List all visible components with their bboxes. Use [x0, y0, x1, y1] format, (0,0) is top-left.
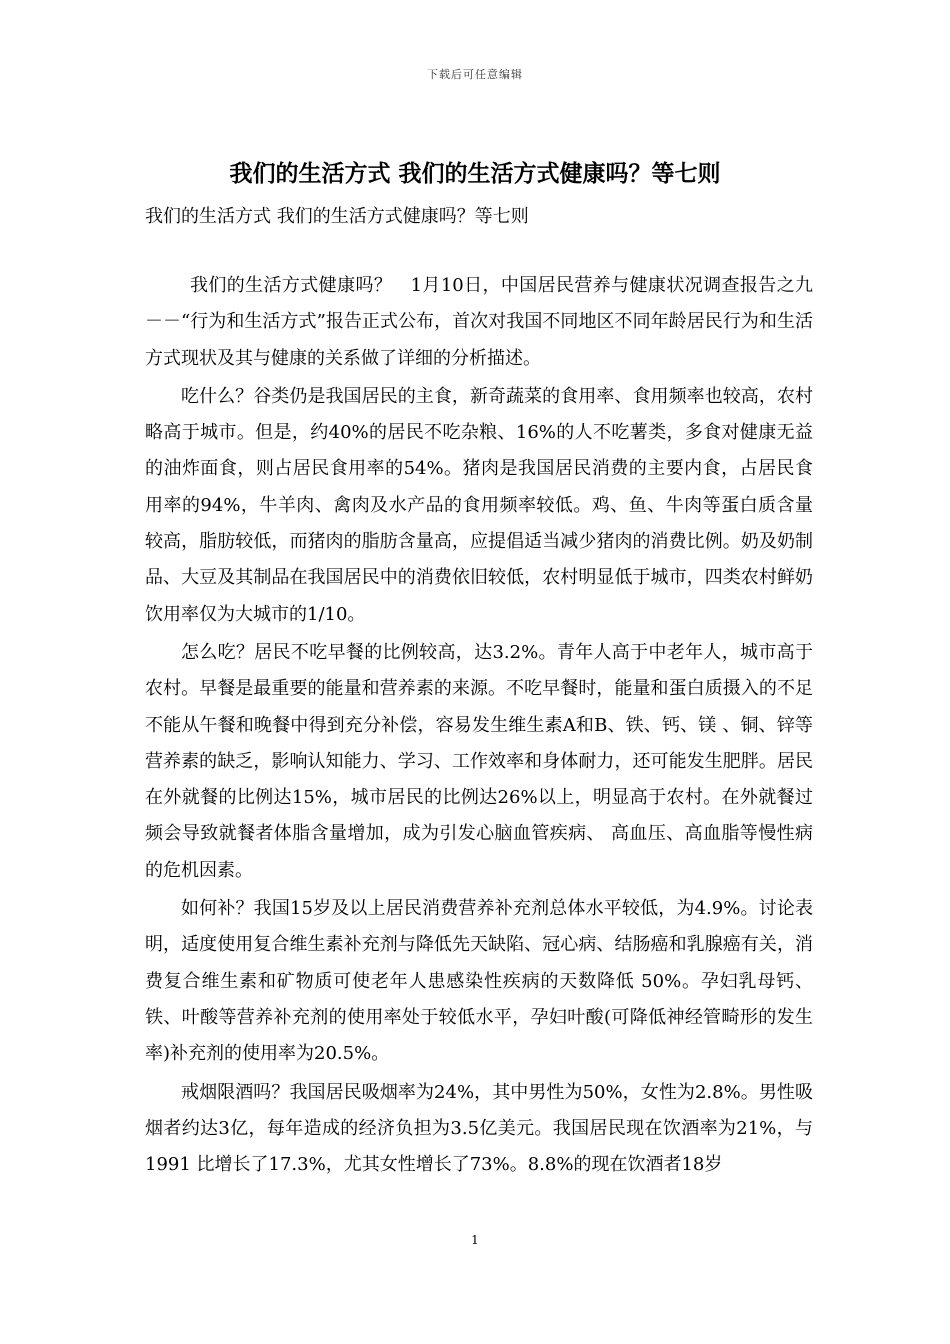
header-note: 下载后可任意编辑 [427, 68, 523, 81]
paragraph-2: 吃什么？谷类仍是我国居民的主食，新奇蔬菜的食用率、食用频率也较高，农村略高于城市。但是，约40%的居民不吃杂粮、16%的人不吃薯类，多食对健康无益的油炸面食，则占居民食用率的54%。猪肉是我国居民消费的主要内食，占居民食用率的94%，牛羊肉、禽肉及水产品的食用频率较低。鸡、鱼、牛肉等蛋白质含量较高，脂肪较低，而猪肉的脂肪含量高，应提倡适当减少猪肉的消费比例。奶及奶制品、大豆及其制品在我国居民中的消费依旧较低，农村明显低于城市，四类农村鲜奶饮用率仅为大城市的1/10。 [145, 385, 813, 625]
paragraph-4: 如何补？我国15岁及以上居民消费营养补充剂总体水平较低，为4.9%。讨论表明，适度使用复合维生素补充剂与降低先天缺陷、冠心病、结肠癌和乳腺癌有关，消费复合维生素和矿物质可使老年人患感染性疾病的天数降低 50%。孕妇乳母钙、铁、叶酸等营养补充剂的使用率处于较低水平，孕妇叶酸(可降低神经管畸形的发生率)补充剂的使用率为20.5%。 [145, 898, 813, 1065]
paragraph-3: 怎么吃？居民不吃早餐的比例较高，达3.2%。青年人高于中老年人，城市高于农村。早餐是最重要的能量和营养素的来源。不吃早餐时，能量和蛋白质摄入的不足不能从午餐和晚餐中得到充分补偿，容易发生维生素A和B、铁、钙、镁 、铜、锌等营养素的缺乏，影响认知能力、学习、工作效率和身体耐力，还可能发生肥胖。居民在外就餐的比例达15%，城市居民的比例达26%以上，明显高于农村。在外就餐过频会导致就餐者体脂含量增加，成为引发心脑血管疾病、 高血压、高血脂等慢性病的危机因素。 [145, 641, 813, 881]
document-title: 我们的生活方式 我们的生活方式健康吗？等七则 [229, 160, 721, 187]
paragraph-5: 戒烟限酒吗？我国居民吸烟率为24%，其中男性为50%，女性为2.8%。男性吸烟者约达3亿，每年造成的经济负担为3.5亿美元。我国居民现在饮酒率为21%，与1991 比增长了17.3%，尤其女性增长了73%。8.8%的现在饮酒者18岁 [145, 1081, 813, 1176]
paragraph-1: 我们的生活方式健康吗？ 1月10日，中国居民营养与健康状况调查报告之九－－“行为和生活方式”报告正式公布，首次对我国不同地区不同年龄居民行为和生活方式现状及其与健康的关系做了详细的分析描述。 [145, 275, 813, 369]
document-body [145, 268, 813, 1185]
page-number: 1 [471, 1233, 479, 1247]
document-subtitle: 我们的生活方式 我们的生活方式健康吗？等七则 [145, 206, 529, 227]
